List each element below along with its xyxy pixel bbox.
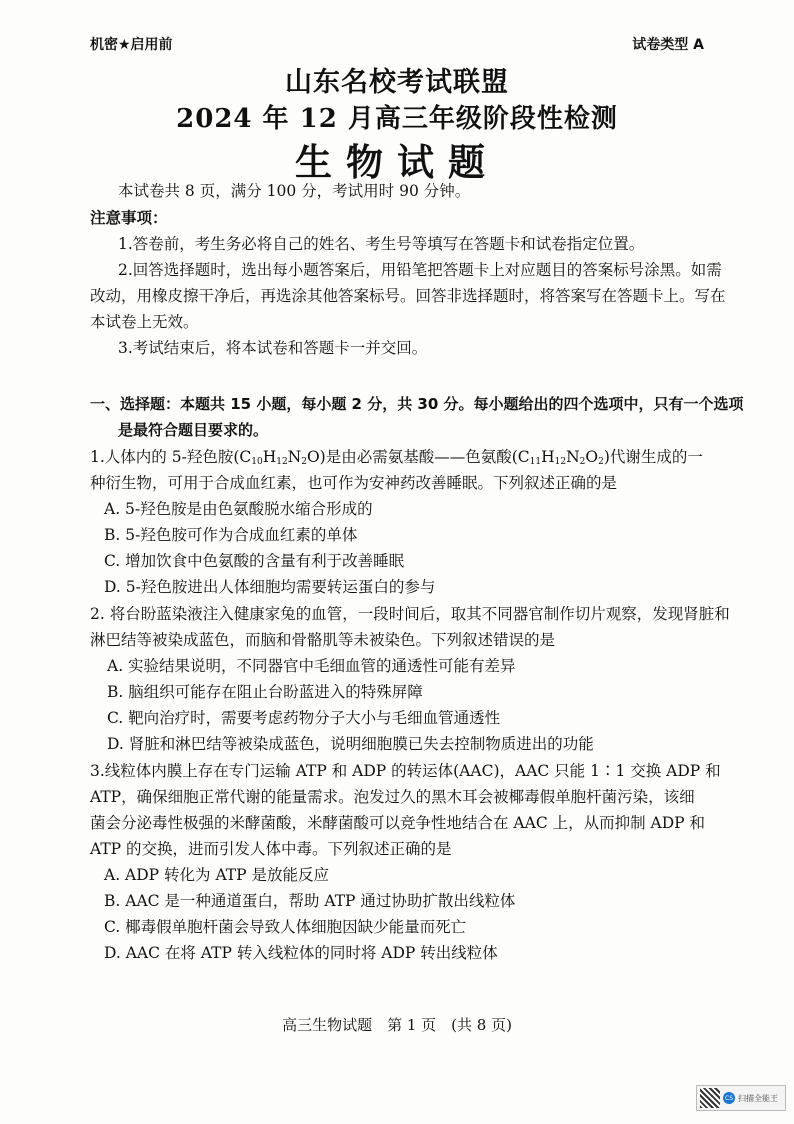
question-3-stem-cont: ATP 的交换，进而引发人体中毒。下列叙述正确的是 [90,840,452,858]
paper-type-label: 试卷类型 A [632,37,704,53]
camscanner-logo-icon: CS [723,1092,735,1104]
question-2-stem: 2. 将台盼蓝染液注入健康家兔的血管，一段时间后，取其不同器官制作切片观察，发现肾脏和 [90,605,730,623]
exam-union-title: 山东名校考试联盟 [285,67,509,98]
question-1-stem: 1.人体内的 5-羟色胺$(C_{10}H_{12}N_2O)$是由必需氨基酸——色氨酸$(C_{11}H_{12}N_2O_2)$代谢生成的一 [90,448,703,467]
question-1-option-d: D. 5-羟色胺进出人体细胞均需要转运蛋白的参与 [104,578,436,596]
notice-item: 改动，用橡皮擦干净后，再选涂其他答案标号。回答非选择题时，将答案写在答题卡上。写在 [90,287,726,305]
notice-item: 1.答卷前，考生务必将自己的姓名、考生号等填写在答题卡和试卷指定位置。 [118,235,645,253]
qr-code-icon [700,1088,720,1108]
question-3-option-b: B. AAC 是一种通道蛋白，帮助 ATP 通过协助扩散出线粒体 [104,892,516,910]
notice-heading: 注意事项： [90,209,168,227]
section-heading: 一、选择题：本题共 15 小题，每小题 2 分，共 30 分。每小题给出的四个选项中，只有一个选项 [90,395,744,413]
question-3-option-a: A. ADP 转化为 ATP 是放能反应 [104,866,329,884]
question-3-stem-cont: 菌会分泌毒性极强的米酵菌酸，米酵菌酸可以竞争性地结合在 AAC 上，从而抑制 ADP 和 [90,814,706,832]
question-2-option-d: D. 肾脏和淋巴结等被染成蓝色，说明细胞膜已失去控制物质进出的功能 [107,735,594,753]
question-1-stem-cont: 种衍生物，可用于合成血红素，也可作为安神药改善睡眠。下列叙述正确的是 [90,474,618,492]
question-3-option-c: C. 椰毒假单胞杆菌会导致人体细胞因缺少能量而死亡 [104,918,467,936]
intro-text: 本试卷共 8 页，满分 100 分，考试用时 90 分钟。 [118,182,471,200]
scanner-watermark [696,1085,786,1111]
question-3-option-d: D. AAC 在将 ATP 转入线粒体的同时将 ADP 转出线粒体 [104,944,498,962]
question-2-stem-cont: 淋巴结等被染成蓝色，而脑和骨骼肌等未被染色。下列叙述错误的是 [90,631,556,649]
question-1-option-b: B. 5-羟色胺可作为合成血红素的单体 [104,526,358,544]
question-3-stem-cont: ATP，确保细胞正常代谢的能量需求。泡发过久的黑木耳会被椰毒假单胞杆菌污染，该细 [90,788,695,806]
section-heading-cont: 是最符合题目要求的。 [118,421,269,439]
subject-title: 生物试题 [295,141,499,184]
confidential-label: 机密★启用前 [90,37,173,53]
question-1-option-c: C. 增加饮食中色氨酸的含量有利于改善睡眠 [104,552,405,570]
notice-item: 3.考试结束后，将本试卷和答题卡一并交回。 [118,339,428,357]
question-2-option-b: B. 脑组织可能存在阻止台盼蓝进入的特殊屏障 [107,683,423,701]
question-1-option-a: A. 5-羟色胺是由色氨酸脱水缩合形成的 [104,500,373,518]
notice-item: 本试卷上无效。 [90,313,199,331]
question-3-stem: 3.线粒体内膜上存在专门运输 ATP 和 ADP 的转运体(AAC)，AAC 只能 1∶1 交换 ADP 和 [90,762,721,780]
exam-date-title: 2024 年 12 月高三年级阶段性检测 [176,104,618,134]
page-footer: 高三生物试题 第 1 页 (共 8 页) [282,1016,512,1034]
question-2-option-c: C. 靶向治疗时，需要考虑药物分子大小与毛细血管通透性 [107,709,501,727]
notice-item: 2.回答选择题时，选出每小题答案后，用铅笔把答题卡上对应题目的答案标号涂黑。如需 [118,261,722,279]
scanner-watermark-text: 扫描全能王 [738,1093,778,1103]
question-2-option-a: A. 实验结果说明，不同器官中毛细血管的通透性可能有差异 [107,657,516,675]
